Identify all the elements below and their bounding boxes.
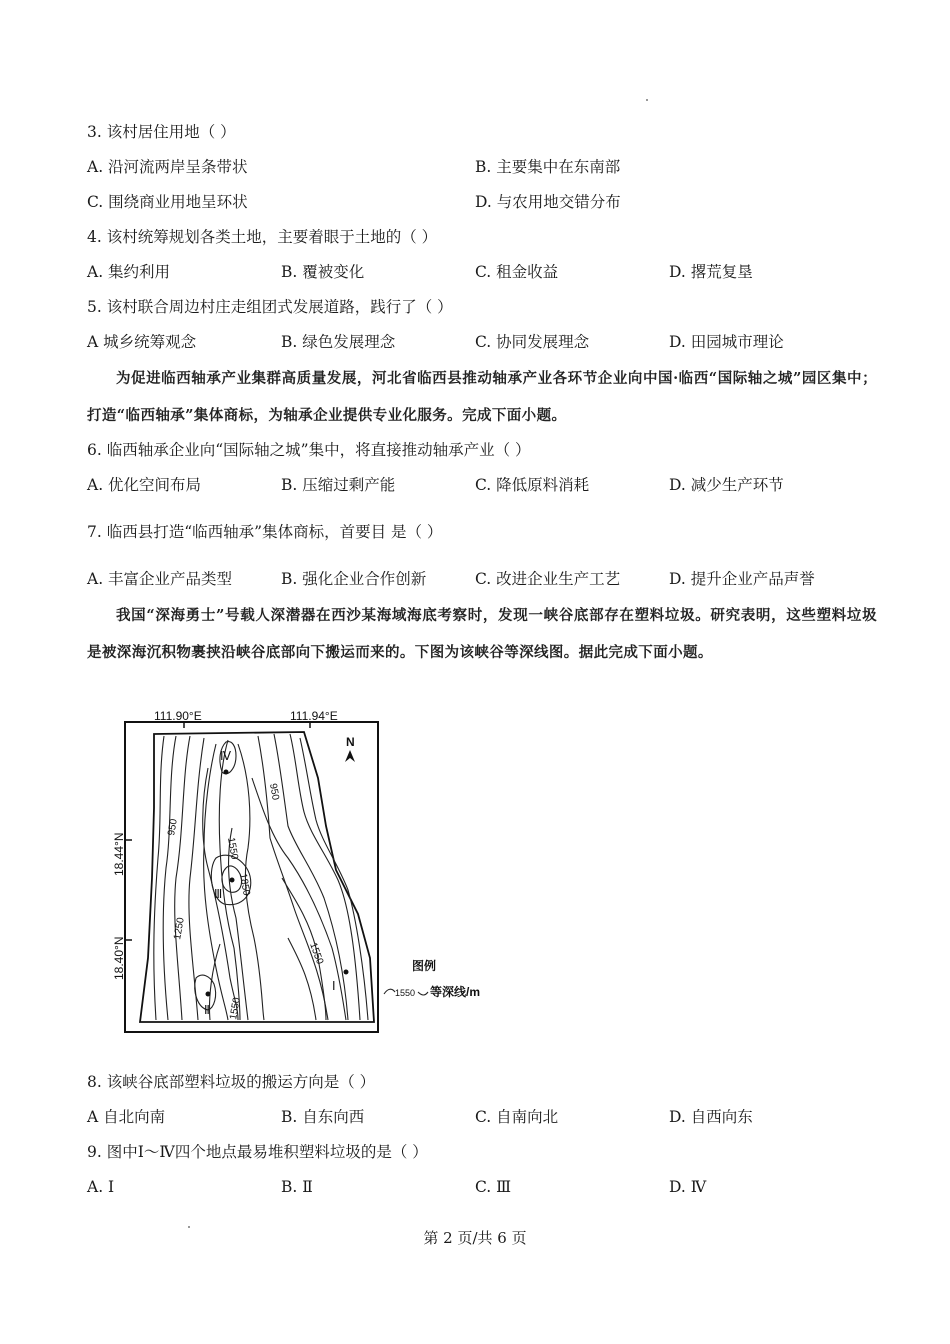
point-i-label: Ⅰ <box>332 979 336 993</box>
question-5-stem: 5. 该村联合周边村庄走组团式发展道路，践行了（ ） <box>87 298 453 316</box>
point-iv-marker <box>224 770 229 775</box>
passage-bearing-industry: 为促进临西轴承产业集群高质量发展，河北省临西县推动轴承产业各环节企业向中国·临西“国际轴之城”园区集中；打造“临西轴承”集体商标，为轴承企业提供专业化服务。完成下面小题。 <box>87 370 877 424</box>
question-3-stem: 3. 该村居住用地（ ） <box>87 123 236 141</box>
contour-label-1550-east: 1550 <box>307 941 326 966</box>
question-3-option-d: D. 与农用地交错分布 <box>475 193 621 211</box>
question-7-option-b: B. 强化企业合作创新 <box>281 570 427 588</box>
legend-title: 图例 <box>412 959 437 973</box>
canyon-bathymetric-map <box>112 708 504 1038</box>
question-8-stem: 8. 该峡谷底部塑料垃圾的搬运方向是（ ） <box>87 1073 376 1091</box>
question-4-option-b: B. 覆被变化 <box>281 263 365 281</box>
question-6-option-b: B. 压缩过剩产能 <box>281 476 396 494</box>
question-3-option-b: B. 主要集中在东南部 <box>475 158 621 176</box>
contour-label-950-east: 950 <box>267 782 281 801</box>
question-7-option-c: C. 改进企业生产工艺 <box>475 570 621 588</box>
question-5-option-c: C. 协同发展理念 <box>475 333 590 351</box>
legend-contour-value: 1550 <box>395 988 416 998</box>
contour-label-1250: 1250 <box>172 916 187 941</box>
passage-deep-sea-canyon: 我国“深海勇士”号载人深潜器在西沙某海域海底考察时，发现一峡谷底部存在塑料垃圾。研究表明，这些塑料垃圾是被深海沉积物裹挟沿峡谷底部向下搬运而来的。下图为该峡谷等深线图。据此完成下面小题。 <box>87 607 877 661</box>
question-7-option-a: A. 丰富企业产品类型 <box>87 570 233 588</box>
longitude-label-111-94: 111.94°E <box>290 709 338 723</box>
point-iv-label: Ⅳ <box>220 749 232 763</box>
question-8-option-d: D. 自西向东 <box>669 1108 753 1126</box>
question-8-option-b: B. 自东向西 <box>281 1108 365 1126</box>
point-iii-label: Ⅲ <box>214 887 223 901</box>
question-5-option-d: D. 田园城市理论 <box>669 333 784 351</box>
question-9-option-b: B. Ⅱ <box>281 1178 313 1196</box>
question-9-option-a: A. Ⅰ <box>87 1178 115 1196</box>
question-4-option-a: A. 集约利用 <box>87 263 171 281</box>
question-6-option-c: C. 降低原料消耗 <box>475 476 590 494</box>
contour-label-1850: 1850 <box>237 872 252 897</box>
question-9-option-c: C. Ⅲ <box>475 1178 512 1196</box>
question-6-option-d: D. 减少生产环节 <box>669 476 784 494</box>
longitude-label-111-90: 111.90°E <box>154 709 202 723</box>
contour-label-950-west: 950 <box>166 818 180 837</box>
latitude-label-18-40: 18.40°N <box>112 936 126 980</box>
question-5-option-a: A 城乡统筹观念 <box>87 333 197 351</box>
question-7-option-d: D. 提升企业产品声誉 <box>669 570 815 588</box>
latitude-label-18-44: 18.44°N <box>112 832 126 876</box>
point-ii-marker <box>206 992 211 997</box>
question-9-stem: 9. 图中Ⅰ～Ⅳ四个地点最易堆积塑料垃圾的是（ ） <box>87 1143 428 1161</box>
contour-label-1550-south: 1550 <box>228 996 243 1021</box>
north-label: N <box>346 735 355 749</box>
point-iii-marker <box>230 878 235 883</box>
question-8-option-c: C. 自南向北 <box>475 1108 559 1126</box>
question-9-option-d: D. Ⅳ <box>669 1178 707 1196</box>
question-5-option-b: B. 绿色发展理念 <box>281 333 396 351</box>
legend-contour-sample <box>384 989 395 994</box>
north-arrow-icon <box>345 750 355 762</box>
scan-speck <box>646 99 648 101</box>
point-i-marker <box>344 970 349 975</box>
point-ii-label: Ⅱ <box>204 1003 210 1017</box>
question-4-option-d: D. 撂荒复垦 <box>669 263 753 281</box>
question-6-option-a: A. 优化空间布局 <box>87 476 202 494</box>
question-8-option-a: A 自北向南 <box>87 1108 166 1126</box>
contour-lines <box>154 734 368 1020</box>
legend-contour-label: 等深线/m <box>430 985 481 999</box>
question-7-stem: 7. 临西县打造“临西轴承”集体商标，首要目 是（ ） <box>87 523 443 541</box>
question-6-stem: 6. 临西轴承企业向“国际轴之城”集中，将直接推动轴承产业（ ） <box>87 441 531 459</box>
question-3-option-c: C. 围绕商业用地呈环状 <box>87 193 248 211</box>
page-footer: 第 2 页/共 6 页 <box>423 1229 527 1247</box>
question-4-stem: 4. 该村统筹规划各类土地，主要着眼于土地的（ ） <box>87 228 438 246</box>
question-4-option-c: C. 租金收益 <box>475 263 559 281</box>
contour-label-1550-north: 1550 <box>225 836 240 861</box>
question-3-option-a: A. 沿河流两岸呈条带状 <box>87 158 248 176</box>
